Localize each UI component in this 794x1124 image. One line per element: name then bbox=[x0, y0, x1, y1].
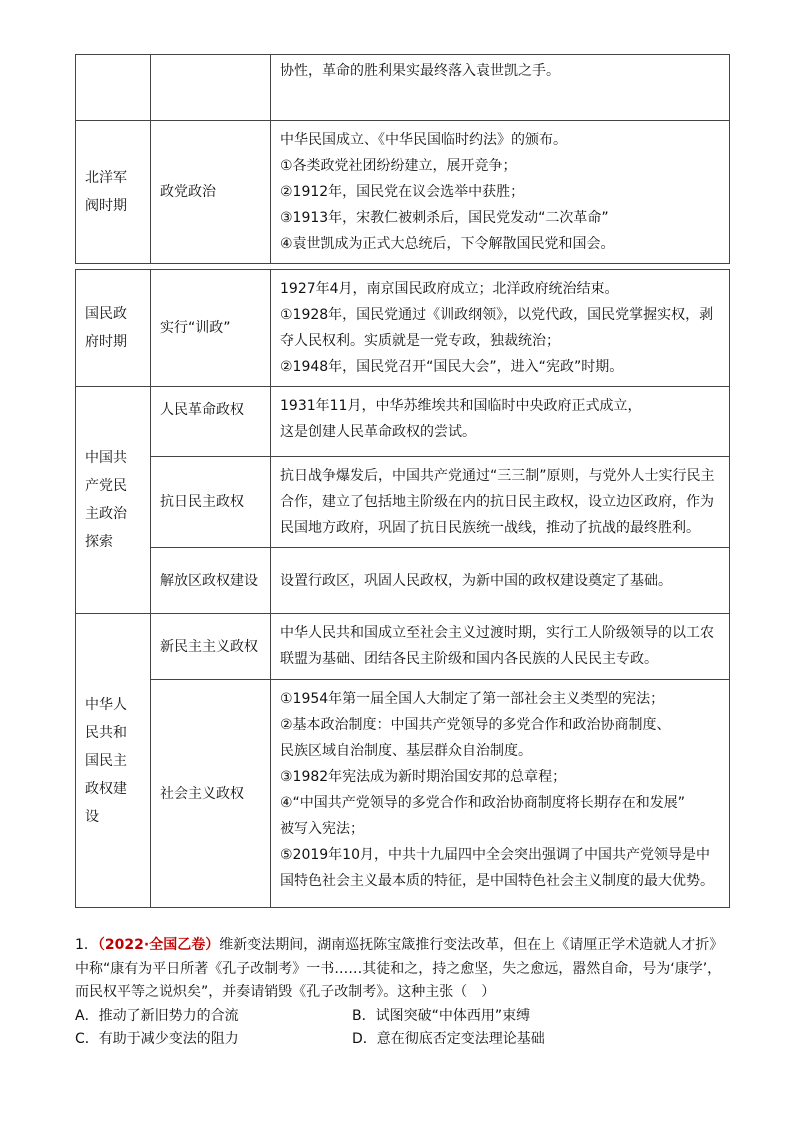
option-c[interactable]: C．有助于减少变法的阻力 bbox=[75, 1031, 239, 1047]
content-line: 1931年11月，中华苏维埃共和国临时中央政府正式成立， bbox=[280, 398, 642, 414]
era-line: 政权建 bbox=[85, 780, 127, 797]
content-line: 国特色社会主义最本质的特征，是中国特色社会主义制度的最大优势。 bbox=[280, 873, 714, 889]
content-line: 合作，建立了包括地主阶级在内的抗日民主政权，设立边区政府，作为 bbox=[280, 494, 714, 510]
content-line: ③1913年，宋教仁被刺杀后，国民党发动“二次革命” bbox=[280, 210, 609, 226]
question-source: （2022·全国乙卷） bbox=[97, 937, 220, 953]
content-line: ②1912年，国民党在议会选举中获胜； bbox=[280, 184, 525, 200]
content-line: 协性，革命的胜利果实最终落入袁世凯之手。 bbox=[280, 63, 560, 79]
content-line: ①各类政党社团纷纷建立，展开竞争； bbox=[280, 158, 517, 174]
era-cell bbox=[76, 270, 151, 387]
subject-cell: 社会主义政权 bbox=[151, 680, 271, 908]
table-row bbox=[76, 55, 730, 121]
option-b[interactable]: B．试图突破“中体西用”束缚 bbox=[352, 1007, 531, 1024]
content-line: 这是创建人民革命政权的尝试。 bbox=[280, 424, 476, 440]
content-cell bbox=[271, 387, 730, 457]
table-row bbox=[76, 548, 730, 614]
content-line: ⑤2019年10月，中共十九届四中全会突出强调了中国共产党领导是中 bbox=[280, 847, 710, 863]
era-line: 中国共 bbox=[85, 450, 127, 466]
content-cell bbox=[271, 680, 730, 908]
era-line: 探索 bbox=[85, 534, 113, 550]
table-row bbox=[76, 270, 730, 387]
history-table-part1 bbox=[75, 54, 730, 264]
subject-cell: 实行“训政” bbox=[151, 270, 271, 387]
content-line: ①1928年，国民党通过《训政纲领》，以党代政，国民党掌握实权，剥 bbox=[280, 307, 714, 323]
content-line: 夺人民权利。实质就是一党专政，独裁统治； bbox=[280, 333, 560, 349]
era-cell bbox=[76, 121, 151, 264]
table-row bbox=[76, 614, 730, 680]
subject-cell: 解放区政权建设 bbox=[151, 548, 271, 614]
history-table-part2 bbox=[75, 269, 730, 908]
question-number: 1． bbox=[75, 937, 98, 953]
content-line: 被写入宪法； bbox=[280, 821, 364, 837]
subject-cell: 抗日民主政权 bbox=[151, 457, 271, 548]
content-cell bbox=[271, 121, 730, 264]
content-line: ①1954年第一届全国人大制定了第一部社会主义类型的宪法； bbox=[280, 691, 665, 707]
table-row bbox=[76, 387, 730, 457]
subject-cell bbox=[151, 55, 271, 121]
options-row bbox=[75, 1005, 735, 1029]
era-line: 阀时期 bbox=[85, 198, 127, 214]
content-line: 中华民国成立、《中华民国临时约法》的颁布。 bbox=[280, 132, 567, 148]
subject-cell: 政党政治 bbox=[151, 121, 271, 264]
content-cell bbox=[271, 270, 730, 387]
content-line: 联盟为基础、团结各民主阶级和国内各民族的人民民主专政。 bbox=[280, 651, 658, 667]
question-block bbox=[75, 934, 735, 1052]
era-cell bbox=[76, 387, 151, 614]
era-line: 北洋军 bbox=[85, 170, 127, 186]
content-cell bbox=[271, 548, 730, 614]
subject-cell: 新民主主义政权 bbox=[151, 614, 271, 680]
content-line: 抗日战争爆发后，中国共产党通过“三三制”原则，与党外人士实行民主 bbox=[280, 468, 715, 484]
content-line: 民族区域自治制度、基层群众自治制度。 bbox=[280, 743, 532, 759]
table-row bbox=[76, 121, 730, 264]
question-stem-line: 中称“康有为平日所著《孔子改制考》一书……其徒和之，持之愈坚，失之愈远，嚣然自命，号为‘康学’， bbox=[75, 960, 722, 977]
era-line: 主政治 bbox=[85, 506, 127, 522]
content-cell bbox=[271, 55, 730, 121]
question-stem-line bbox=[75, 934, 735, 958]
option-a[interactable]: A．推动了新旧势力的合流 bbox=[75, 1007, 239, 1024]
content-line: 中华人民共和国成立至社会主义过渡时期，实行工人阶级领导的以工农 bbox=[280, 625, 714, 641]
content-line: ③1982年宪法成为新时期治国安邦的总章程； bbox=[280, 769, 567, 785]
content-line: ④袁世凯成为正式大总统后，下令解散国民党和国会。 bbox=[280, 236, 615, 252]
era-line: 国民主 bbox=[85, 752, 127, 769]
content-line: 民国地方政府，巩固了抗日民族统一战线，推动了抗战的最终胜利。 bbox=[280, 520, 700, 536]
era-line: 设 bbox=[85, 808, 99, 825]
question-text: 维新变法期间，湖南巡抚陈宝箴推行变法改革，但在上《请厘正学术造就人才折》 bbox=[219, 937, 724, 953]
question-stem-line: 而民权平等之说炽矣”，并奏请销毁《孔子改制考》。这种主张（ ） bbox=[75, 984, 496, 1000]
era-cell bbox=[76, 614, 151, 908]
options-row bbox=[75, 1028, 735, 1052]
content-line: ②基本政治制度：中国共产党领导的多党合作和政治协商制度、 bbox=[280, 717, 671, 733]
era-line: 民共和 bbox=[85, 724, 127, 741]
era-line: 中华人 bbox=[85, 696, 127, 713]
subject-cell: 人民革命政权 bbox=[151, 387, 271, 457]
content-cell bbox=[271, 614, 730, 680]
content-line: ④“中国共产党领导的多党合作和政治协商制度将长期存在和发展” bbox=[280, 795, 686, 811]
era-line: 产党民 bbox=[85, 478, 127, 494]
content-line: ②1948年，国民党召开“国民大会”，进入“宪政”时期。 bbox=[280, 359, 624, 375]
table-row bbox=[76, 680, 730, 908]
era-line: 府时期 bbox=[85, 334, 127, 350]
era-line: 国民政 bbox=[85, 306, 127, 322]
option-d[interactable]: D．意在彻底否定变法理论基础 bbox=[352, 1031, 545, 1047]
content-line: 1927年4月，南京国民政府成立；北洋政府统治结束。 bbox=[280, 281, 619, 297]
table-row bbox=[76, 457, 730, 548]
content-cell bbox=[271, 457, 730, 548]
content-line: 设置行政区，巩固人民政权，为新中国的政权建设奠定了基础。 bbox=[280, 572, 672, 589]
era-cell bbox=[76, 55, 151, 121]
